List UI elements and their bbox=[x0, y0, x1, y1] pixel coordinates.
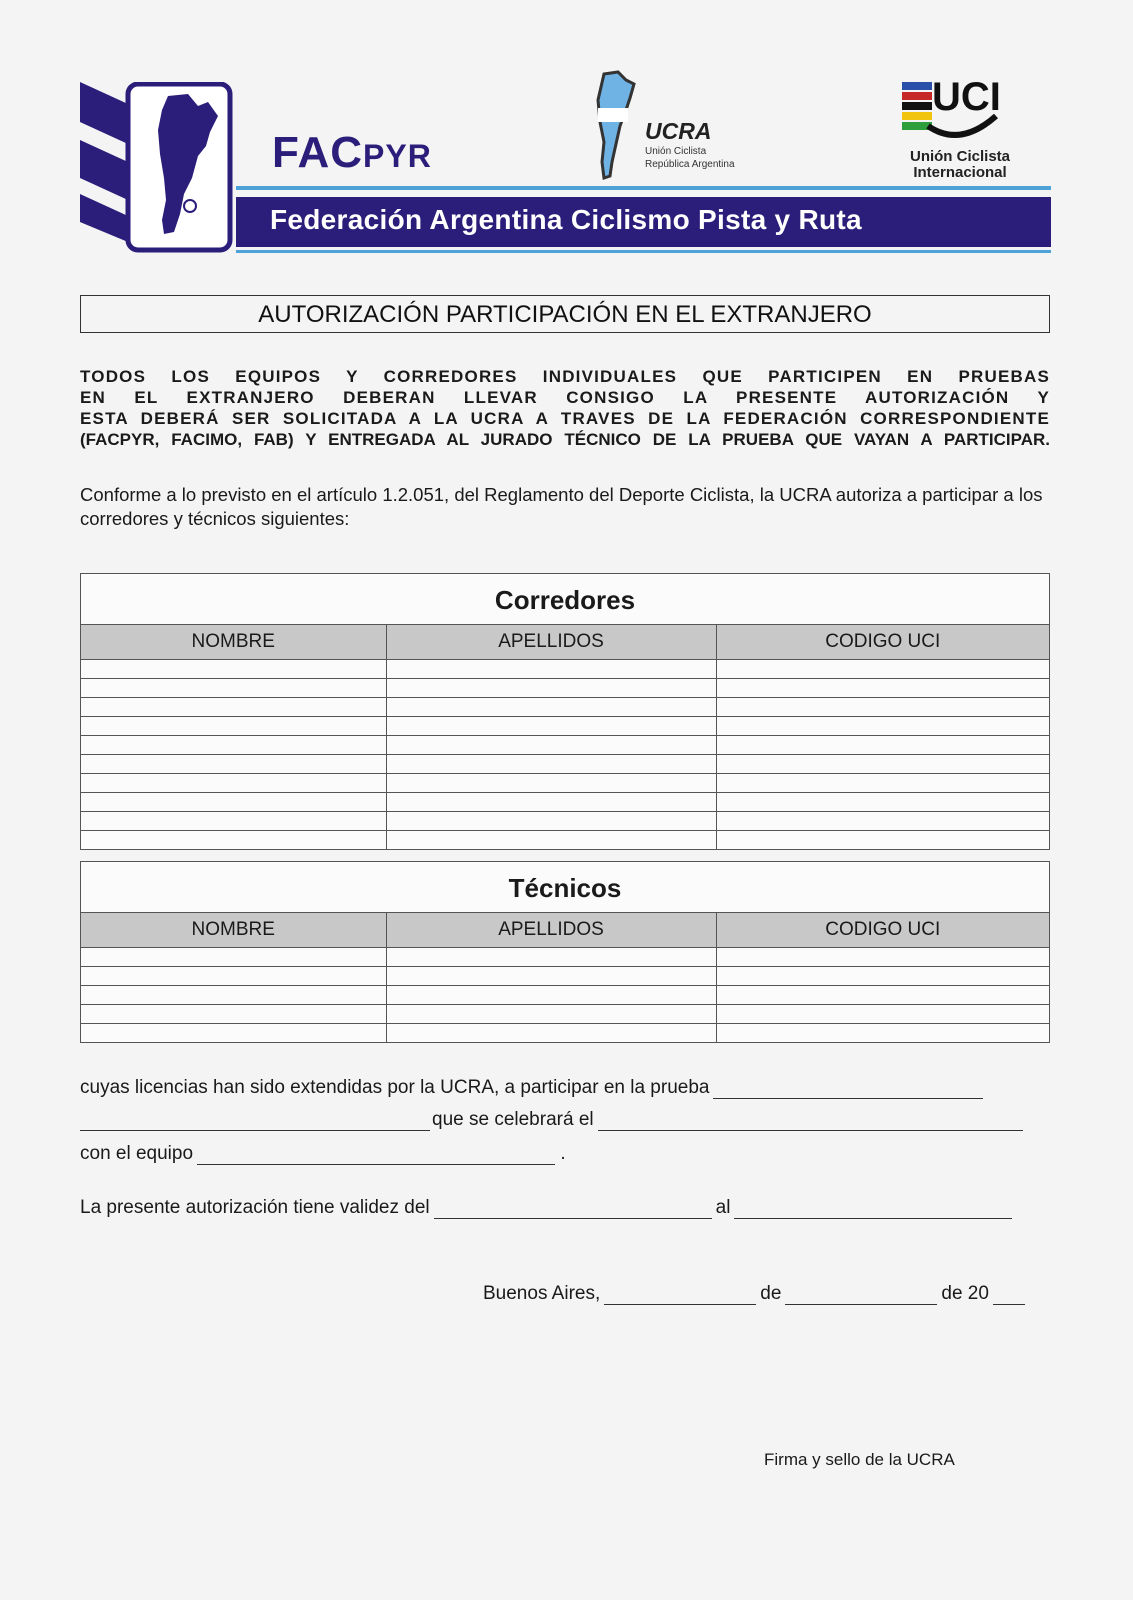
table-cell[interactable] bbox=[386, 736, 716, 755]
table-cell[interactable] bbox=[716, 793, 1049, 812]
table-cell[interactable] bbox=[81, 986, 386, 1005]
table-cell[interactable] bbox=[716, 755, 1049, 774]
fecha-line bbox=[80, 1109, 1023, 1131]
col-codigo-uci: CODIGO UCI bbox=[716, 625, 1049, 660]
table-cell[interactable] bbox=[716, 1024, 1049, 1043]
table-row bbox=[81, 986, 1049, 1005]
facpyr-big: FAC bbox=[272, 128, 363, 177]
city-label: Buenos Aires, bbox=[483, 1283, 601, 1304]
federation-banner-text: Federación Argentina Ciclismo Pista y Ruta bbox=[270, 204, 862, 235]
table-row bbox=[81, 660, 1049, 679]
table-row bbox=[81, 698, 1049, 717]
notice-line-2: EN EL EXTRANJERO DEBERAN LLEVAR CONSIGO LA PRESENTE AUTORIZACIÓN Y bbox=[80, 388, 1050, 407]
validez-al-label: al bbox=[715, 1197, 731, 1218]
facpyr-wordmark bbox=[272, 128, 432, 178]
table-cell[interactable] bbox=[716, 774, 1049, 793]
tecnicos-caption: Técnicos bbox=[508, 873, 622, 903]
prueba-label: cuyas licencias han sido extendidas por la UCRA, a participar en la prueba bbox=[80, 1077, 710, 1098]
table-cell[interactable] bbox=[81, 717, 386, 736]
table-cell[interactable] bbox=[81, 679, 386, 698]
table-cell[interactable] bbox=[81, 1005, 386, 1024]
notice-paragraph bbox=[80, 366, 1050, 450]
ucra-subtitle-1: Unión Ciclista bbox=[645, 146, 707, 157]
table-cell[interactable] bbox=[81, 967, 386, 986]
table-cell[interactable] bbox=[716, 660, 1049, 679]
table-cell[interactable] bbox=[81, 793, 386, 812]
month-field[interactable] bbox=[785, 1286, 937, 1305]
prueba-field[interactable] bbox=[713, 1080, 983, 1099]
document-title: AUTORIZACIÓN PARTICIPACIÓN EN EL EXTRANJERO bbox=[80, 295, 1050, 333]
col-nombre: NOMBRE bbox=[81, 913, 386, 948]
table-row bbox=[81, 831, 1049, 850]
table-cell[interactable] bbox=[386, 967, 716, 986]
validez-line bbox=[80, 1197, 1016, 1219]
col-apellidos: APELLIDOS bbox=[386, 625, 716, 660]
fecha-label: que se celebrará el bbox=[432, 1109, 594, 1130]
notice-line-3: ESTA DEBERÁ SER SOLICITADA A LA UCRA A TRAVES DE LA FEDERACIÓN CORRESPONDIENTE bbox=[80, 409, 1050, 428]
prueba-field-continued[interactable] bbox=[80, 1112, 430, 1131]
uci-logo bbox=[900, 66, 1018, 146]
table-cell[interactable] bbox=[81, 948, 386, 967]
validez-label: La presente autorización tiene validez del bbox=[80, 1197, 430, 1218]
de-label-1: de bbox=[760, 1283, 782, 1304]
prueba-line bbox=[80, 1077, 983, 1099]
table-cell[interactable] bbox=[386, 793, 716, 812]
table-cell[interactable] bbox=[386, 986, 716, 1005]
col-apellidos: APELLIDOS bbox=[386, 913, 716, 948]
table-cell[interactable] bbox=[386, 948, 716, 967]
table-cell[interactable] bbox=[716, 812, 1049, 831]
de-label-2: de 20 bbox=[941, 1283, 989, 1304]
table-cell[interactable] bbox=[81, 774, 386, 793]
table-cell[interactable] bbox=[716, 717, 1049, 736]
equipo-label: con el equipo bbox=[80, 1143, 194, 1164]
tecnicos-table bbox=[80, 861, 1050, 1043]
table-cell[interactable] bbox=[81, 698, 386, 717]
table-cell[interactable] bbox=[386, 717, 716, 736]
equipo-field[interactable] bbox=[197, 1146, 555, 1165]
signature-label: Firma y sello de la UCRA bbox=[764, 1450, 955, 1469]
table-cell[interactable] bbox=[81, 755, 386, 774]
uci-subtitle-1: Unión Ciclista bbox=[909, 148, 1010, 165]
lugar-fecha-line bbox=[483, 1283, 1029, 1305]
table-cell[interactable] bbox=[386, 679, 716, 698]
table-row bbox=[81, 1024, 1049, 1043]
table-row bbox=[81, 793, 1049, 812]
intro-paragraph: Conforme a lo previsto en el artículo 1.2.051, del Reglamento del Deporte Ciclista, la UCRA autoriza a participar a los corredores y técnicos siguientes: bbox=[80, 484, 1043, 529]
table-cell[interactable] bbox=[386, 698, 716, 717]
table-cell[interactable] bbox=[386, 1005, 716, 1024]
table-cell[interactable] bbox=[81, 736, 386, 755]
table-row bbox=[81, 774, 1049, 793]
corredores-table bbox=[80, 573, 1050, 850]
col-nombre: NOMBRE bbox=[81, 625, 386, 660]
table-cell[interactable] bbox=[81, 1024, 386, 1043]
equipo-end: . bbox=[560, 1143, 566, 1164]
table-cell[interactable] bbox=[716, 736, 1049, 755]
table-row bbox=[81, 948, 1049, 967]
table-cell[interactable] bbox=[716, 986, 1049, 1005]
ucra-name: UCRA bbox=[645, 118, 712, 144]
notice-line-1: TODOS LOS EQUIPOS Y CORREDORES INDIVIDUALES QUE PARTICIPEN EN PRUEBAS bbox=[80, 367, 1050, 386]
ucra-subtitle-2: República Argentina bbox=[645, 159, 735, 170]
table-cell[interactable] bbox=[716, 698, 1049, 717]
table-cell[interactable] bbox=[716, 967, 1049, 986]
validez-desde-field[interactable] bbox=[434, 1200, 712, 1219]
table-cell[interactable] bbox=[386, 812, 716, 831]
notice-line-4: (FACPYR, FACIMO, FAB) Y ENTREGADA AL JURADO TÉCNICO DE LA PRUEBA QUE VAYAN A PARTICIPAR. bbox=[80, 430, 1050, 449]
table-row bbox=[81, 1005, 1049, 1024]
table-cell[interactable] bbox=[386, 1024, 716, 1043]
table-row bbox=[81, 736, 1049, 755]
table-cell[interactable] bbox=[386, 755, 716, 774]
table-cell[interactable] bbox=[81, 660, 386, 679]
table-row bbox=[81, 812, 1049, 831]
table-row bbox=[81, 755, 1049, 774]
uci-mark: UCI bbox=[932, 75, 1001, 119]
col-codigo-uci: CODIGO UCI bbox=[716, 913, 1049, 948]
corredores-caption: Corredores bbox=[494, 585, 636, 615]
table-cell[interactable] bbox=[716, 679, 1049, 698]
table-cell[interactable] bbox=[81, 831, 386, 850]
table-cell[interactable] bbox=[386, 831, 716, 850]
validez-hasta-field[interactable] bbox=[734, 1200, 1012, 1219]
table-cell[interactable] bbox=[716, 1005, 1049, 1024]
table-row bbox=[81, 967, 1049, 986]
day-field[interactable] bbox=[604, 1286, 756, 1305]
table-cell[interactable] bbox=[716, 831, 1049, 850]
fecha-field[interactable] bbox=[598, 1112, 1023, 1131]
table-cell[interactable] bbox=[716, 948, 1049, 967]
facpyr-logo bbox=[80, 82, 240, 257]
uci-subtitle-2: Internacional bbox=[913, 164, 1007, 181]
table-cell[interactable] bbox=[386, 774, 716, 793]
facpyr-small: PYR bbox=[363, 138, 432, 174]
table-row bbox=[81, 679, 1049, 698]
equipo-line bbox=[80, 1143, 566, 1165]
banner-bottom-line bbox=[236, 250, 1051, 253]
table-row bbox=[81, 717, 1049, 736]
table-cell[interactable] bbox=[81, 812, 386, 831]
banner-top-line bbox=[236, 186, 1051, 190]
year-field[interactable] bbox=[993, 1286, 1025, 1305]
table-cell[interactable] bbox=[386, 660, 716, 679]
